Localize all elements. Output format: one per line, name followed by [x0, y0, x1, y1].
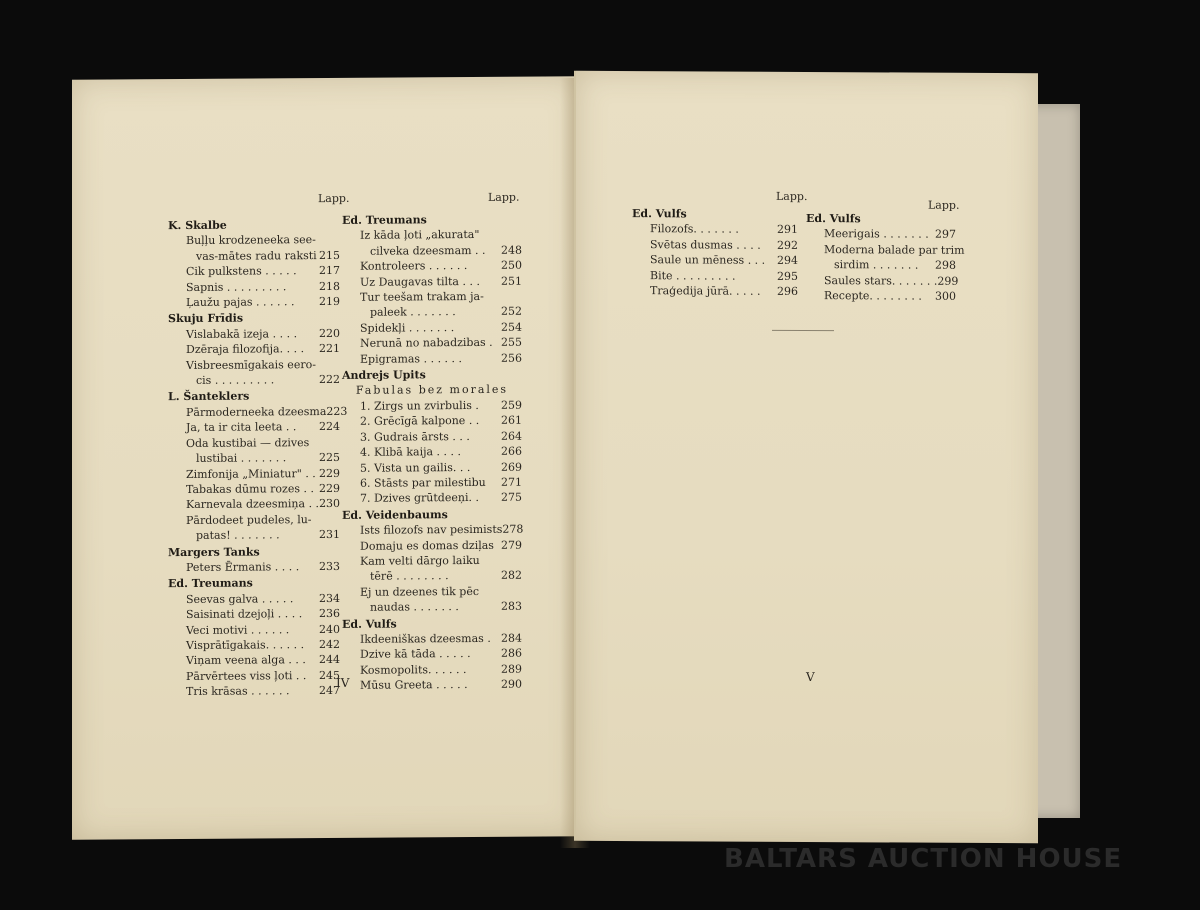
- toc-entry: [342, 273, 522, 290]
- toc-entry-page: 223: [326, 404, 348, 418]
- toc-subheading: Fabulas bez morales: [355, 383, 509, 398]
- toc-entry-title: Veci motivi . . . . . .: [186, 622, 290, 637]
- toc-entry: [168, 527, 340, 544]
- toc-entry-page: 221: [319, 342, 340, 356]
- toc-entry-title: Kosmopolits. . . . . .: [360, 662, 467, 677]
- toc-entry: [168, 591, 340, 608]
- toc-entry-title: 5. Vista un gailis. . .: [360, 460, 471, 475]
- toc-entry-title: Moderna balade par trim: [824, 242, 965, 257]
- toc-entry-title: paleek . . . . . . .: [370, 305, 456, 320]
- toc-entry-title: Kontroleers . . . . . .: [360, 259, 468, 273]
- toc-entry-title: Kam velti dārgo laiku: [360, 553, 480, 568]
- toc-entry-title: Pārdodeet pudeles, lu-: [186, 512, 312, 527]
- toc-entry-page: [316, 232, 340, 248]
- toc-entry-page: 217: [319, 264, 340, 278]
- toc-entry: [168, 232, 340, 249]
- toc-entry-title: 3. Gudrais ārsts . . .: [360, 429, 470, 444]
- toc-author: Ed. Treumans: [168, 576, 253, 591]
- toc-entry-title: Seevas galva . . . . .: [186, 591, 294, 606]
- toc-entry: [632, 237, 798, 253]
- toc-entry: [342, 475, 522, 492]
- toc-entry-page: 244: [319, 653, 340, 667]
- toc-entry-title: Ists filozofs nav pesimists: [360, 522, 503, 537]
- toc-entry: [342, 646, 522, 663]
- toc-author: Ed. Treumans: [342, 213, 427, 227]
- toc-entry: [168, 668, 340, 685]
- toc-entry-page: 218: [319, 279, 340, 293]
- toc-entry-page: 298: [935, 258, 956, 273]
- toc-entry-page: 289: [501, 662, 522, 676]
- toc-column-left-1: [168, 216, 348, 700]
- toc-entry-page: 224: [319, 420, 340, 434]
- toc-entry: [342, 428, 522, 445]
- toc-entry-title: Sapnis . . . . . . . . .: [186, 279, 287, 294]
- toc-entry-page: 252: [501, 305, 522, 319]
- toc-entry-title: Filozofs. . . . . . .: [650, 222, 739, 237]
- toc-entry-page: 256: [501, 351, 522, 365]
- toc-entry: [342, 227, 522, 244]
- toc-entry: [342, 522, 522, 539]
- toc-entry-page: 278: [502, 522, 524, 536]
- toc-entry-title: cilveka dzeesmam . .: [370, 243, 486, 258]
- toc-entry-page: 261: [501, 413, 522, 428]
- toc-entry-page: 230: [319, 497, 341, 511]
- toc-entry-title: Tur teešam trakam ja-: [360, 289, 484, 304]
- lapp-header: Lapp.: [928, 198, 960, 212]
- toc-entry-page: 283: [501, 599, 522, 613]
- toc-entry-page: 284: [501, 631, 522, 645]
- toc-entry-title: Zimfonija „Miniatur" . .: [186, 466, 316, 481]
- toc-column-right-2: [806, 210, 965, 304]
- toc-entry-page: 290: [501, 677, 522, 691]
- toc-entry-title: lustibai . . . . . . .: [196, 451, 287, 466]
- toc-entry: [168, 450, 340, 467]
- toc-entry: [168, 419, 340, 436]
- toc-entry-title: Dzive kā tāda . . . . .: [360, 647, 471, 662]
- toc-entry: [168, 404, 348, 421]
- toc-author: Margers Tanks: [168, 545, 260, 559]
- toc-entry-page: 229: [319, 466, 340, 480]
- toc-entry: [342, 398, 522, 415]
- toc-entry-page: 220: [319, 326, 340, 340]
- toc-entry: [806, 226, 956, 242]
- toc-entry-page: 271: [501, 475, 522, 489]
- toc-entry-title: Iz kāda ļoti „akurata": [360, 228, 480, 243]
- toc-entry: [632, 221, 798, 237]
- toc-entry-title: Spidekļi . . . . . . .: [360, 320, 455, 335]
- toc-entry: [806, 288, 956, 304]
- toc-entry-title: Traģedija jūrā. . . . .: [650, 284, 761, 298]
- toc-entry: [806, 242, 965, 258]
- toc-author: Ed. Vulfs: [342, 617, 397, 631]
- toc-entry: [168, 248, 340, 265]
- toc-entry-title: Saisinati dzejoļi . . . .: [186, 607, 303, 622]
- toc-entry: [632, 268, 798, 284]
- toc-entry-page: [496, 583, 522, 599]
- toc-entry: [342, 242, 522, 259]
- toc-entry-title: Epigramas . . . . . .: [360, 351, 463, 366]
- toc-entry: [168, 496, 340, 513]
- toc-entry-page: [314, 512, 340, 528]
- toc-entry: [342, 677, 522, 694]
- toc-entry: [342, 350, 522, 367]
- toc-entry-page: 295: [777, 269, 798, 283]
- toc-entry-page: 236: [319, 607, 340, 621]
- toc-entry-page: 250: [501, 258, 522, 273]
- toc-author: K. Skalbe: [168, 218, 227, 233]
- divider-rule: [772, 330, 834, 331]
- toc-entry: [168, 263, 340, 280]
- toc-entry: [168, 372, 340, 389]
- toc-entry: [342, 490, 522, 507]
- toc-entry-title: Pārvērtees viss ļoti . .: [186, 668, 307, 683]
- toc-entry-title: Meerigais . . . . . . .: [824, 227, 929, 242]
- toc-entry: [342, 553, 522, 570]
- toc-entry: [342, 631, 522, 648]
- toc-entry: [342, 599, 522, 616]
- toc-entry: [168, 481, 340, 498]
- toc-entry-title: Vislabakā izeja . . . .: [186, 327, 298, 341]
- toc-entry-page: 255: [501, 335, 522, 350]
- toc-entry-page: 286: [501, 647, 522, 661]
- toc-author: Andrejs Upits: [342, 368, 426, 382]
- toc-entry-title: Pārmoderneeka dzeesma: [186, 404, 327, 419]
- toc-author: Ed. Veidenbaums: [342, 507, 448, 522]
- toc-entry: [806, 273, 959, 289]
- toc-entry-title: Cik pulkstens . . . . .: [186, 264, 297, 279]
- toc-entry-title: Visbreesmīgakais eero-: [186, 357, 316, 372]
- toc-entry-page: 292: [777, 238, 798, 252]
- lapp-header: Lapp.: [318, 191, 350, 206]
- toc-entry-page: 229: [319, 481, 340, 495]
- toc-entry: [168, 326, 340, 343]
- toc-author: Ed. Vulfs: [632, 207, 687, 221]
- toc-entry-title: 6. Stāsts par milestibu: [360, 475, 486, 490]
- toc-entry: [168, 606, 340, 623]
- toc-entry-title: Uz Daugavas tilta . . .: [360, 274, 480, 289]
- toc-author: Ed. Vulfs: [806, 212, 861, 226]
- toc-entry: [168, 512, 340, 529]
- toc-entry-title: 7. Dzives grūtdeeņi. .: [360, 491, 479, 506]
- toc-entry-page: 215: [319, 248, 340, 262]
- toc-entry-page: 299: [937, 274, 959, 288]
- toc-entry-title: Viņam veena alga . . .: [186, 653, 306, 668]
- toc-entry-title: Recepte. . . . . . . .: [824, 289, 922, 303]
- right-page: [574, 71, 1038, 843]
- toc-entry-page: 296: [777, 284, 798, 298]
- toc-entry-title: Svētas dusmas . . . .: [650, 237, 761, 252]
- toc-entry-page: 219: [319, 294, 340, 309]
- page-number: IV: [336, 675, 350, 690]
- toc-entry-page: 275: [501, 490, 522, 505]
- toc-entry-page: 269: [501, 460, 522, 474]
- toc-entry: [342, 319, 522, 336]
- toc-author: Skuju Frīdis: [168, 312, 244, 326]
- toc-entry: [632, 283, 798, 299]
- toc-entry-title: Visprātīgakais. . . . . .: [186, 638, 305, 652]
- toc-entry: [342, 583, 522, 600]
- toc-entry-title: Bite . . . . . . . . .: [650, 268, 736, 283]
- toc-entry: [342, 459, 522, 476]
- toc-entry-page: 233: [319, 559, 340, 573]
- toc-entry: [342, 537, 522, 554]
- toc-entry: [168, 294, 340, 311]
- toc-entry-page: 225: [319, 451, 340, 465]
- toc-entry-page: 297: [935, 228, 956, 242]
- toc-entry-page: 234: [319, 591, 340, 605]
- toc-entry: [168, 652, 340, 669]
- toc-entry-page: 231: [319, 528, 340, 542]
- toc-entry-title: 2. Grēcīgā kalpone . .: [360, 414, 480, 429]
- toc-entry-page: 222: [319, 372, 340, 387]
- toc-entry: [342, 304, 522, 321]
- toc-entry: [168, 465, 340, 482]
- toc-entry-title: naudas . . . . . . .: [370, 600, 459, 614]
- toc-entry-title: patas! . . . . . . .: [196, 528, 280, 543]
- toc-entry-page: 254: [501, 320, 522, 334]
- toc-entry-page: [496, 289, 522, 305]
- toc-entry: [342, 289, 522, 306]
- toc-entry: [342, 661, 522, 678]
- toc-entry: [168, 559, 340, 576]
- toc-entry-page: 266: [501, 444, 522, 458]
- toc-entry-title: Ja, ta ir cita leeta . .: [186, 420, 297, 435]
- toc-entry: [342, 335, 522, 352]
- toc-entry-page: 264: [501, 429, 522, 443]
- toc-entry-page: 251: [501, 274, 522, 288]
- toc-entry: [342, 568, 522, 585]
- toc-entry: [806, 257, 956, 273]
- toc-entry-title: Saule un mēness . . .: [650, 253, 766, 268]
- toc-entry: [342, 258, 522, 275]
- toc-entry-page: [496, 553, 522, 569]
- toc-entry: [342, 444, 522, 461]
- toc-entry: [168, 637, 340, 654]
- toc-column-left-2: [342, 211, 522, 694]
- toc-entry-title: Ļaužu pajas . . . . . .: [186, 295, 295, 310]
- watermark-text: BALTARS AUCTION HOUSE: [724, 844, 1123, 874]
- toc-author: L. Šanteklers: [168, 390, 250, 404]
- toc-entry-page: 240: [319, 622, 340, 636]
- toc-entry: [168, 621, 340, 638]
- toc-entry-title: sirdim . . . . . . .: [834, 258, 919, 272]
- toc-entry-page: [316, 357, 340, 373]
- toc-entry-page: [496, 227, 522, 243]
- toc-entry-title: Mūsu Greeta . . . . .: [360, 678, 468, 692]
- toc-entry-title: Dzēraja filozofija. . . .: [186, 342, 305, 357]
- toc-entry-title: Saules stars. . . . . . .: [824, 273, 938, 288]
- toc-entry-page: 300: [935, 289, 956, 303]
- toc-entry-title: 4. Klibā kaija . . . .: [360, 445, 462, 459]
- toc-entry-title: Ikdeeniškas dzeesmas .: [360, 631, 491, 646]
- toc-entry-title: Domaju es domas dziļas: [360, 538, 494, 553]
- toc-entry: [168, 357, 340, 374]
- toc-entry-page: 291: [777, 223, 798, 237]
- page-number: V: [806, 670, 815, 685]
- toc-entry: [168, 279, 340, 296]
- toc-entry-title: 1. Zirgs un zvirbulis .: [360, 398, 479, 413]
- toc-entry: [168, 435, 340, 452]
- left-page: [72, 76, 582, 840]
- toc-entry-page: [314, 435, 340, 451]
- toc-entry-page: 245: [319, 668, 340, 682]
- toc-entry-title: Oda kustibai — dzives: [186, 435, 310, 450]
- toc-entry-title: Karnevala dzeesmiņa . .: [186, 497, 320, 512]
- toc-entry-page: 259: [501, 398, 522, 412]
- toc-entry-page: 279: [501, 538, 522, 552]
- toc-entry-page: 282: [501, 568, 522, 583]
- toc-entry: [168, 341, 340, 358]
- toc-entry-page: 247: [319, 684, 340, 698]
- toc-entry-title: tērē . . . . . . . .: [370, 569, 449, 584]
- toc-entry-title: Tabakas dūmu rozes . .: [186, 481, 314, 496]
- toc-entry: [632, 252, 798, 268]
- lapp-header: Lapp.: [776, 189, 808, 204]
- toc-entry-title: Tris krāsas . . . . . .: [186, 684, 290, 699]
- toc-entry-title: Ej un dzeenes tik pēc: [360, 584, 480, 599]
- toc-entry: [342, 413, 522, 430]
- toc-entry-title: cis . . . . . . . . .: [196, 373, 275, 387]
- toc-entry: [168, 683, 340, 700]
- toc-entry-page: 242: [319, 637, 340, 652]
- toc-entry-title: Peters Ērmanis . . . .: [186, 560, 300, 574]
- toc-column-right-1: [632, 205, 798, 299]
- toc-entry-page: 248: [501, 243, 522, 257]
- toc-entry-title: vas-mātes radu raksti: [196, 248, 317, 263]
- toc-entry-title: Nerunā no nabadzibas .: [360, 336, 493, 351]
- lapp-header: Lapp.: [488, 190, 520, 204]
- toc-entry-page: 294: [777, 254, 798, 268]
- toc-entry-title: Buļļu krodzeneeka see-: [186, 233, 316, 248]
